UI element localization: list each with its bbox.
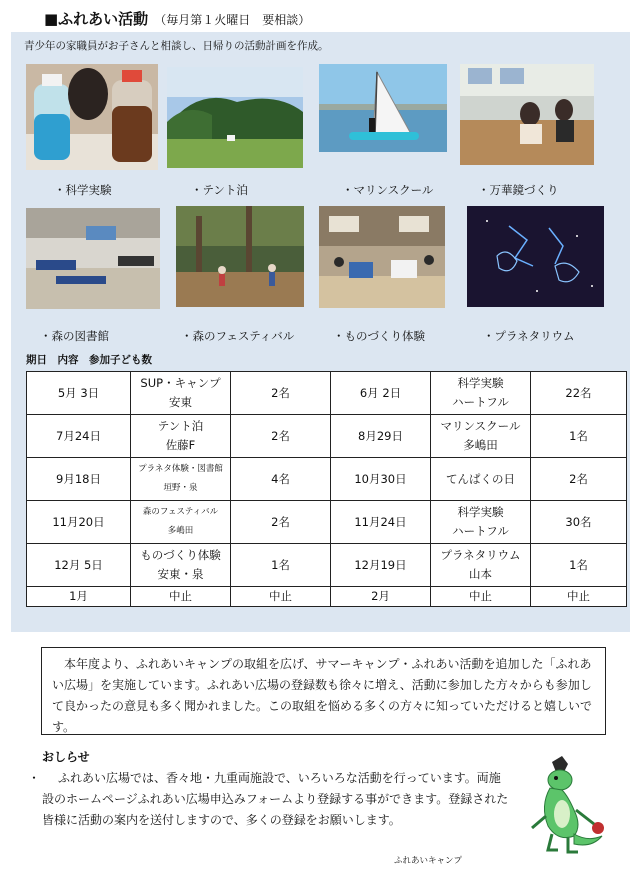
table-cell: 2名 xyxy=(231,415,331,458)
table-row xyxy=(27,415,627,458)
table-cell: 22名 xyxy=(531,372,627,415)
table-cell: 中止 xyxy=(431,587,531,607)
intro-text: 青少年の家職員がお子さんと相談し、日帰りの活動計画を作成。 xyxy=(24,40,329,52)
caption-forest-festival: ・森のフェスティバル xyxy=(181,329,295,343)
table-cell: 2月 xyxy=(331,587,431,607)
table-cell: 2名 xyxy=(531,458,627,501)
table-cell: 2名 xyxy=(231,372,331,415)
table-cell: テント泊 佐藤F xyxy=(131,415,231,458)
notice-title: おしらせ xyxy=(42,750,90,764)
photo-kaleidoscope xyxy=(460,64,594,165)
table-cell: ものづくり体験 安東・泉 xyxy=(131,544,231,587)
table-cell: 森のフェスティバル 多嶋田 xyxy=(131,501,231,544)
photo-forest-library xyxy=(26,208,160,309)
table-cell: 1名 xyxy=(531,415,627,458)
photo-marine-school xyxy=(319,64,447,152)
photo-planetarium xyxy=(467,206,604,307)
table-cell: プラネタリウム 山本 xyxy=(431,544,531,587)
table-cell: SUP・キャンプ 安東 xyxy=(131,372,231,415)
caption-planetarium: ・プラネタリウム xyxy=(483,329,575,343)
table-cell: 11月24日 xyxy=(331,501,431,544)
photo-craft-experience xyxy=(319,206,445,308)
table-cell: 1名 xyxy=(231,544,331,587)
note-box xyxy=(41,647,606,735)
notice-body: ふれあい広場では、香々地・九重両施設で、いろいろな活動を行っています。両施設のホームページふれあい広場申込みフォームより登録する事ができます。登録された皆様に活動の案内を送付しますので、多くの登録をお願いします。 xyxy=(42,771,509,827)
table-cell: 12月 5日 xyxy=(27,544,131,587)
table-cell: 中止 xyxy=(131,587,231,607)
table-cell: 科学実験 ハートフル xyxy=(431,501,531,544)
photo-tent-camp xyxy=(167,67,303,168)
table-row xyxy=(27,458,627,501)
table-cell: 1月 xyxy=(27,587,131,607)
table-cell: 5月 3日 xyxy=(27,372,131,415)
mascot-caption: ふれあいキャンプ xyxy=(394,856,463,866)
table-row xyxy=(27,587,627,607)
table-row xyxy=(27,544,627,587)
caption-craft-experience: ・ものづくり体験 xyxy=(333,329,425,343)
caption-kaleidoscope: ・万華鏡づくり xyxy=(478,183,559,197)
caption-forest-library: ・森の図書館 xyxy=(40,329,109,343)
caption-tent-camp: ・テント泊 xyxy=(191,183,248,197)
page-subtitle: （毎月第１火曜日 要相談） xyxy=(154,13,311,27)
table-cell: 30名 xyxy=(531,501,627,544)
notice-bullet: ・ xyxy=(28,771,41,785)
table-cell: 科学実験 ハートフル xyxy=(431,372,531,415)
table-cell: 1名 xyxy=(531,544,627,587)
note-text: 本年度より、ふれあいキャンプの取組を広げ、サマーキャンプ・ふれあい活動を追加した「ふれあい広場」を実施しています。ふれあい広場の登録数も徐々に増え、活動に参加した方々からも参加して良かったの意見も多く聞かれました。この取組を悩める多くの方々に知っていただけると嬉しいです。 xyxy=(52,657,593,734)
table-cell: 9月18日 xyxy=(27,458,131,501)
page-title: ■ふれあい活動 （毎月第１火曜日 要相談） xyxy=(44,10,311,28)
schedule-table xyxy=(26,371,627,607)
table-row xyxy=(27,372,627,415)
table-cell: プラネタ体験・図書館 垣野・泉 xyxy=(131,458,231,501)
table-cell: 中止 xyxy=(231,587,331,607)
table-cell: 12月19日 xyxy=(331,544,431,587)
mascot-illustration xyxy=(518,756,610,858)
table-row xyxy=(27,501,627,544)
photo-science-experiment xyxy=(26,64,158,170)
table-cell: 8月29日 xyxy=(331,415,431,458)
table-cell: 11月20日 xyxy=(27,501,131,544)
table-cell: 4名 xyxy=(231,458,331,501)
table-cell: マリンスクール 多嶋田 xyxy=(431,415,531,458)
table-cell: 7月24日 xyxy=(27,415,131,458)
schedule-heading: 期日 内容 参加子ども数 xyxy=(26,354,152,366)
table-cell: 10月30日 xyxy=(331,458,431,501)
caption-marine-school: ・マリンスクール xyxy=(342,183,434,197)
caption-science-experiment: ・科学実験 xyxy=(54,183,112,197)
table-cell: 6月 2日 xyxy=(331,372,431,415)
table-cell: 2名 xyxy=(231,501,331,544)
table-cell: 中止 xyxy=(531,587,627,607)
photo-forest-festival xyxy=(176,206,304,307)
table-cell: てんぱくの日 xyxy=(431,458,531,501)
